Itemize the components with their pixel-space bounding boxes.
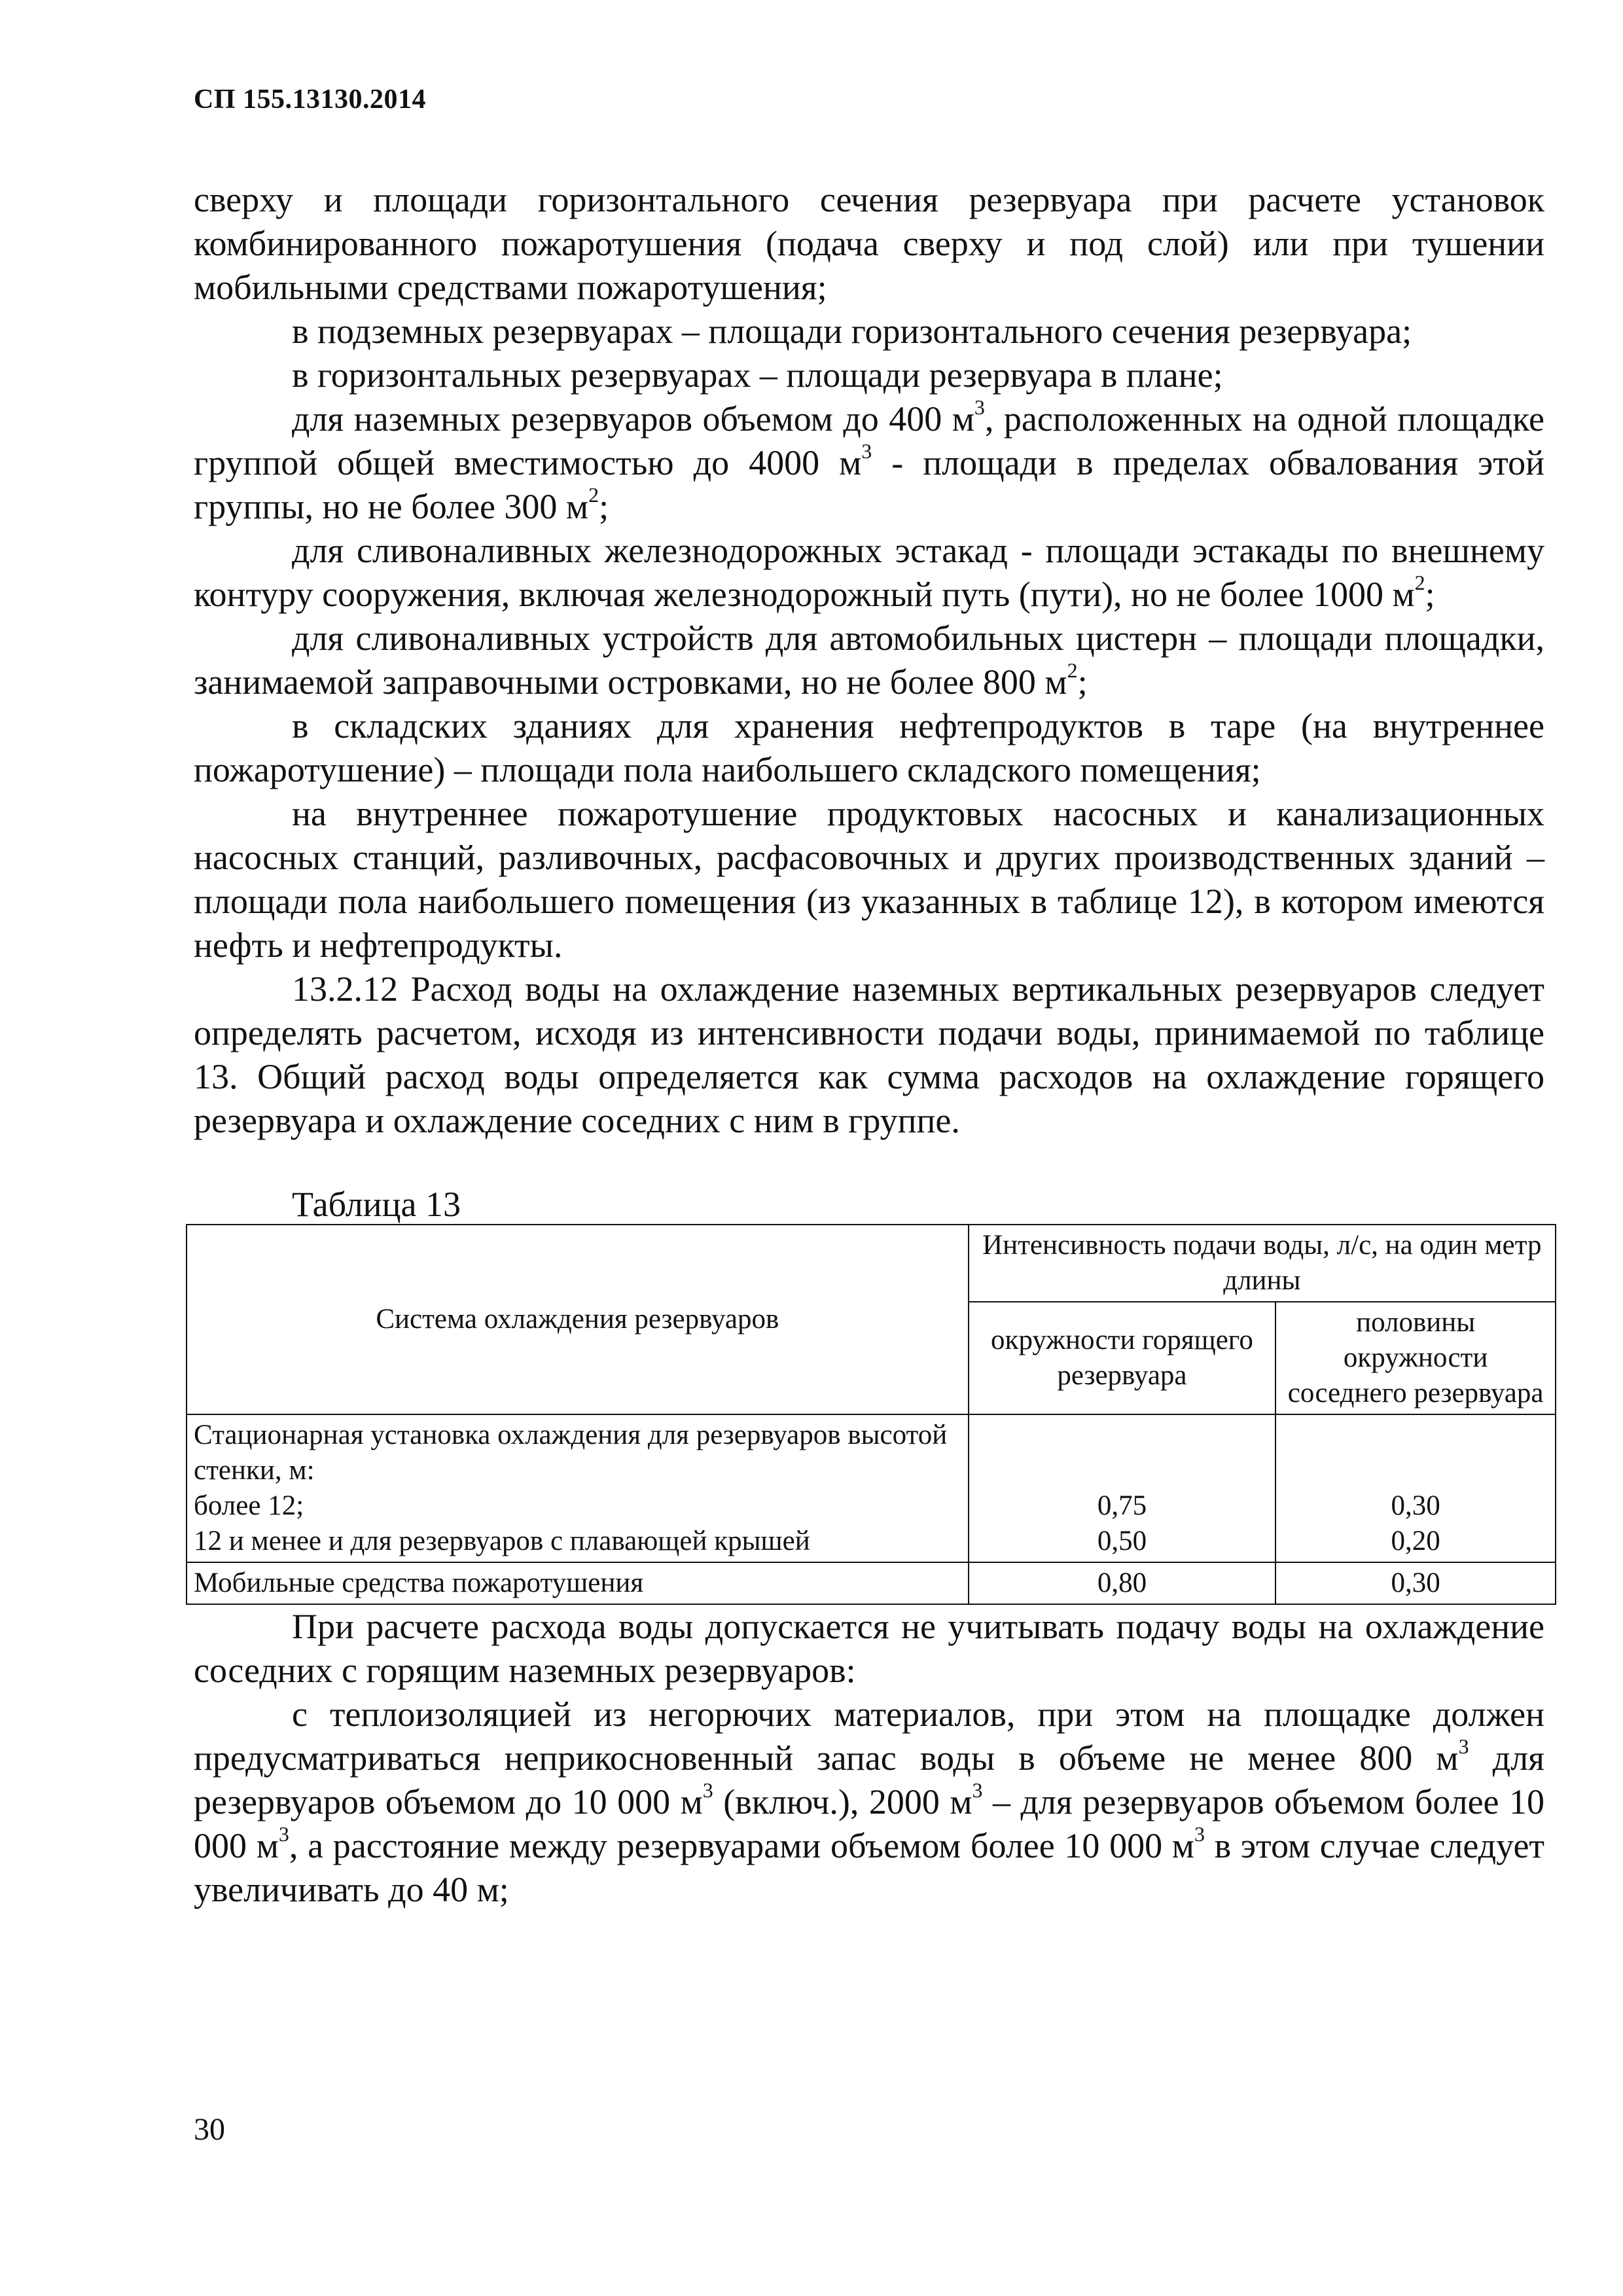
paragraph-tanks: для наземных резервуаров объемом до 400 $м^3$, расположенных на одной площадке группой общей вместимостью до 4000 $м^3$ - площади в пределах обвалования этой группы, но не более 300 $м^2$; [194,395,1544,526]
paragraph-insulation: с теплоизоляцией из негорючих материалов, при этом на площадке должен предусматриваться неприкосновенный запас воды в объеме не менее 800 $м^3$ для резервуаров объемом до 10 000 $м^3$ (включ.), 2000 $м^3$ – для резервуаров объемом более 10 000 $м^3$, а расстояние между резервуарами объемом более 10 000 $м^3$ в этом случае следует увеличивать до 40 м; [194,1695,1545,1909]
paragraph: сверху и площади горизонтального сечения резервуара при расчете установок комбинированного пожаротушения (подача сверху и под слой) или при тушении мобильными средствами пожаротушения; [194,180,1544,307]
paragraph-13-2-12: 13.2.12 Расход воды на охлаждение наземных вертикальных резервуаров следует определять расчетом, исходя из интенсивности подачи воды, принимаемой по таблице 13. Общий расход воды определяется как сумма расходов на охлаждение горящего резервуара и охлаждение соседних с ним в группе. [194,969,1544,1140]
document-body [194,178,1544,1912]
table-cell-neighbor: 0,30 [1275,1562,1556,1604]
page-number: 30 [194,2112,225,2147]
header-intensity: Интенсивность подачи воды, л/с, на один метр длины [969,1225,1556,1302]
table-cell-burning: 0,75 0,50 [969,1414,1276,1562]
header-system: Система охлаждения резервуаров [187,1225,969,1414]
paragraph: При расчете расхода воды допускается не учитывать подачу воды на охлаждение соседних с горящим наземных резервуаров: [194,1607,1544,1690]
paragraph: в подземных резервуарах – площади горизонтального сечения резервуара; [292,312,1412,351]
paragraph-rail: для сливоналивных железнодорожных эстакад - площади эстакады по внешнему контуру сооружения, включая железнодорожный путь (пути), но не более 1000 $м^2$; [194,531,1544,614]
table-row-label: Мобильные средства пожаротушения [187,1562,969,1604]
document-code-header: СП 155.13130.2014 [194,84,426,115]
paragraph: в горизонтальных резервуарах – площади резервуара в плане; [292,355,1223,395]
table-row-label: Стационарная установка охлаждения для резервуаров высотой стенки, м: более 12; 12 и менее и для резервуаров с плавающей крышей [187,1414,969,1562]
table-caption: Таблица 13 [292,1185,461,1224]
header-neighbor: половины окружности соседнего резервуара [1275,1302,1556,1414]
paragraph: на внутреннее пожаротушение продуктовых насосных и канализационных насосных станций, разливочных, расфасовочных и других производственных зданий – площади пола наибольшего помещения (из указанных в таблице 12), в котором имеются нефть и нефтепродукты. [194,794,1544,965]
paragraph: в складских зданиях для хранения нефтепродуктов в таре (на внутреннее пожаротушение) – площади пола наибольшего складского помещения; [194,706,1544,789]
paragraph-auto: для сливоналивных устройств для автомобильных цистерн – площади площадки, занимаемой заправочными островками, но не более 800 $м^2$; [194,619,1544,702]
table-cell-neighbor: 0,30 0,20 [1275,1414,1556,1562]
table-cell-burning: 0,80 [969,1562,1276,1604]
header-burning: окружности горящего резервуара [969,1302,1276,1414]
table-13 [186,1224,1556,1605]
